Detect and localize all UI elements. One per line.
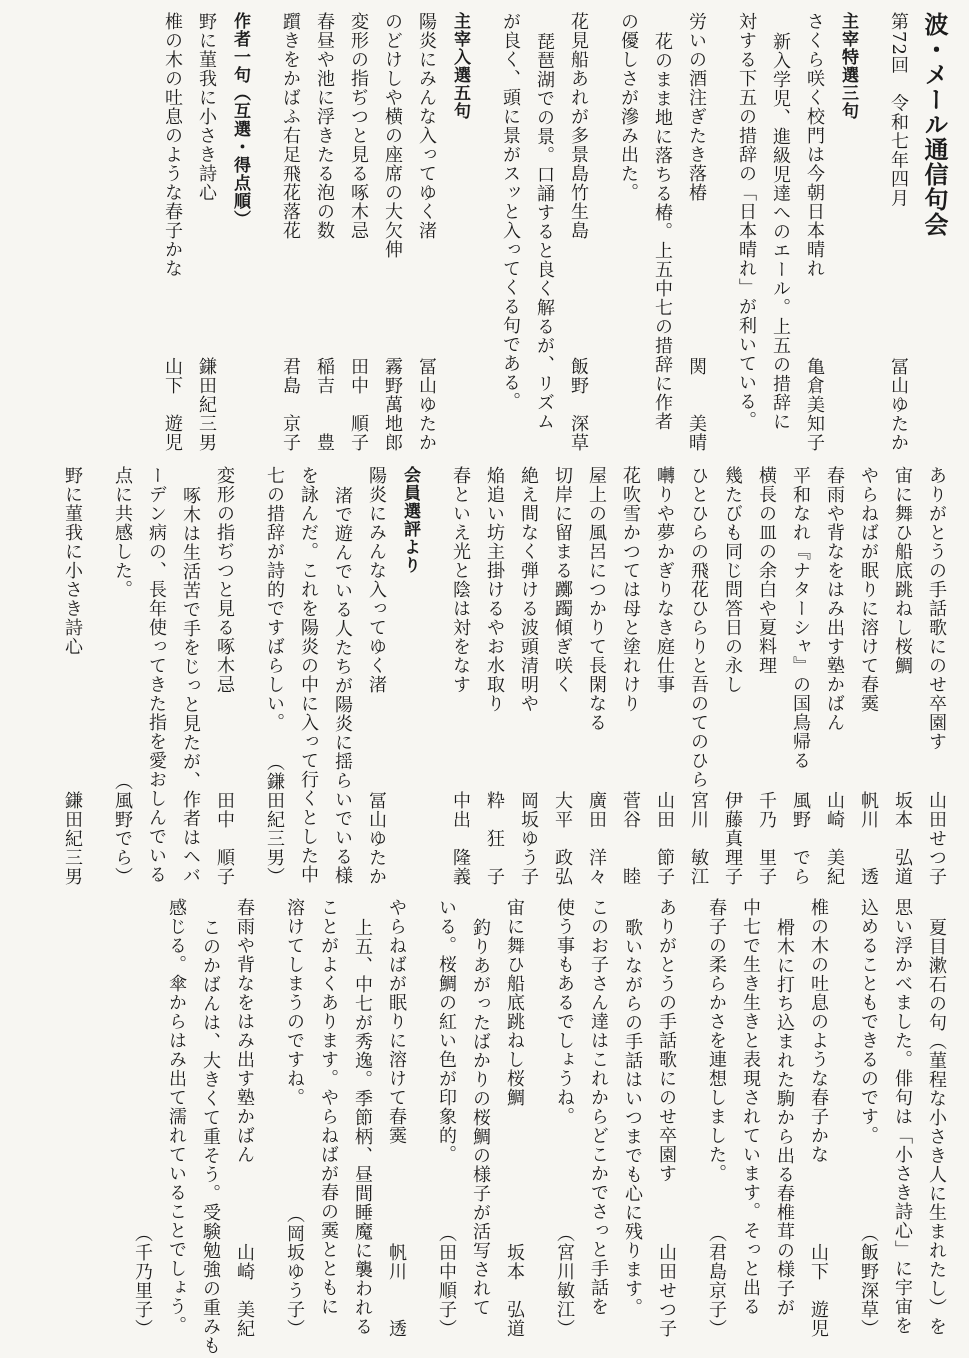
author-name: 山田 節子 [654, 791, 675, 886]
line-text: ありがとうの手話歌にのせ卒園す [926, 466, 947, 751]
comment-line [767, 898, 801, 1358]
line-text: 宙に舞ひ船底跳ねし桜鯛 [892, 466, 913, 675]
column-gap [257, 12, 273, 452]
line-text: 琵琶湖での景。口誦すると良く解るが、リズム [534, 32, 555, 431]
comment-line [615, 898, 649, 1358]
haiku-line [611, 12, 645, 452]
line-text: 花のまま地に落ちる椿。上五中七の措辞に作者 [652, 32, 673, 431]
haiku-line [359, 466, 393, 886]
column-gap [683, 898, 699, 1338]
line-text: 春雨や背なをはみ出す塾かばん [234, 898, 255, 1164]
comment-line [193, 898, 227, 1358]
line-text: 野に菫我に小さき詩心 [196, 12, 217, 202]
column-gap [241, 466, 257, 886]
line-text: 春昼や池に浮きたる泡の数 [314, 12, 335, 240]
author-name: 廣田 洋々 [586, 791, 607, 886]
comment-line [763, 12, 797, 472]
column-gap [835, 898, 851, 1338]
author-name: 山崎 美紀 [824, 791, 845, 886]
line-text: 絶え間なく弾ける波頭清明や [518, 466, 539, 713]
line-text: 横長の皿の余白や夏料理 [756, 466, 777, 675]
haiku-line [733, 898, 767, 1338]
column-gap [89, 466, 105, 886]
haiku-line [801, 898, 835, 1338]
line-text: 渚で遊んでいる人たちが陽炎に揺らいでいる様 [332, 486, 353, 885]
author-name: 山田せつ子 [926, 791, 947, 886]
line-text: いる。桜鯛の紅い色が印象的。 [436, 898, 457, 1164]
line-text: やらねばが眠りに溶けて春霙 [858, 466, 879, 713]
author-name: 菅谷 睦 [620, 791, 641, 886]
author-name: 稲吉 豊 [314, 357, 335, 452]
author-name: 君島 京子 [280, 357, 301, 452]
haiku-line [613, 466, 647, 886]
haiku-line [729, 12, 763, 452]
author-name: （飯野深草） [858, 1224, 879, 1338]
line-text: が良く、頭に景がスッと入ってくる句である。 [500, 12, 521, 411]
page-title [915, 12, 953, 452]
haiku-line [477, 466, 511, 886]
column-gap [865, 12, 881, 452]
column-gap [427, 466, 443, 886]
line-text: 感じる。傘からはみ出て濡れていることでしょう。 [166, 898, 187, 1335]
haiku-line [291, 466, 325, 886]
haiku-line [189, 12, 223, 452]
haiku-line [379, 898, 413, 1338]
line-text: 屋上の風呂につかりて長閑なる [586, 466, 607, 732]
haiku-line [125, 898, 159, 1338]
author-name: 冨山ゆたか [888, 357, 909, 452]
line-text: 榾木に打ち込まれた駒から出る春椎茸の様子が [774, 918, 795, 1317]
line-text: 上五、中七が秀逸。季節柄、昼間睡魔に襲われる [352, 918, 373, 1336]
author-name: 亀倉美知子 [804, 357, 825, 452]
section-heading [223, 12, 257, 452]
author-name: 冨山ゆたか [416, 357, 437, 452]
line-text: 花見船あれが多景島竹生島 [568, 12, 589, 240]
author-name: 宮川 敏江 [688, 791, 709, 886]
bottom-panel [18, 898, 953, 1355]
haiku-line [105, 466, 139, 886]
haiku-line [545, 466, 579, 886]
line-text: 啄木は生活苦で手をじっと見たが、作者はヘバ [180, 486, 201, 885]
comment-line [173, 466, 207, 906]
haiku-line [715, 466, 749, 886]
haiku-line [547, 898, 581, 1338]
haiku-line [273, 12, 307, 452]
line-text: やらねばが眠りに溶けて春霙 [386, 898, 407, 1145]
haiku-line [797, 12, 831, 452]
author-name: （千乃里子） [132, 1224, 153, 1338]
author-name: （岡坂ゆう子） [284, 1205, 305, 1338]
column-gap [713, 12, 729, 452]
line-text: 焔追い坊主掛けるやお水取り [484, 466, 505, 713]
line-text: 陽炎にみんな入ってゆく渚 [366, 466, 387, 694]
haiku-line [443, 466, 477, 886]
haiku-line [311, 898, 345, 1338]
haiku-line [257, 466, 291, 886]
line-text: 平和なれ『ナターシャ』の国鳥帰る [790, 466, 811, 770]
author-name: 風野 でら [790, 791, 811, 886]
line-text: 労いの酒注ぎたき落椿 [686, 12, 707, 202]
haiku-line [579, 466, 613, 886]
haiku-line [885, 898, 919, 1338]
line-text: このかばんは、大きくて重そう。受験勉強の重みも [200, 918, 221, 1355]
haiku-line [581, 898, 615, 1338]
line-text: 宙に舞ひ船底跳ねし桜鯛 [504, 898, 525, 1107]
haiku-line [409, 12, 443, 452]
haiku-line [341, 12, 375, 452]
line-text: 花吹雪かつては母と塗れけり [620, 466, 641, 713]
comment-line [527, 12, 561, 472]
author-name: （君島京子） [706, 1224, 727, 1338]
haiku-line [649, 898, 683, 1338]
line-text: 対する下五の措辞の「日本晴れ」が利いている。 [736, 12, 757, 430]
column-gap [413, 898, 429, 1338]
comment-line [345, 898, 379, 1358]
author-name: 飯野 深草 [568, 357, 589, 452]
comment-line [645, 12, 679, 472]
line-text: 点に共感した。 [112, 466, 133, 599]
column-gap [477, 12, 493, 452]
author-name: 帆川 透 [386, 1243, 407, 1338]
line-text: 主宰入選五句 [450, 12, 470, 120]
line-text: ありがとうの手話歌にのせ卒園す [656, 898, 677, 1183]
column-gap [595, 12, 611, 452]
haiku-line [919, 466, 953, 886]
author-name: 大平 政弘 [552, 791, 573, 886]
haiku-line [55, 466, 89, 886]
middle-panel [18, 466, 953, 886]
author-name: 関 美晴 [686, 357, 707, 452]
haiku-line [207, 466, 241, 886]
haiku-line [699, 898, 733, 1338]
haiku-line [159, 898, 193, 1338]
haiku-line [493, 12, 527, 452]
author-name: 岡坂ゆう子 [518, 791, 539, 886]
haiku-line [277, 898, 311, 1338]
haiku-line [885, 466, 919, 886]
author-name: 鎌田紀三男 [196, 357, 217, 452]
author-name: 鎌田紀三男 [62, 791, 83, 886]
line-text: 主宰特選三句 [838, 12, 858, 120]
line-text: 思い浮かべました。俳句は「小さき詩心」に宇宙を [892, 898, 913, 1335]
comment-line [463, 898, 497, 1358]
line-text: 作者一句（互選・得点順） [230, 12, 250, 228]
haiku-line [783, 466, 817, 886]
section-heading [393, 466, 427, 886]
line-text: 歌いながらの手話はいつまでも心に残ります。 [622, 918, 643, 1317]
issue-line [881, 12, 915, 452]
line-text: ひとひらの飛花ひらりと吾のてのひら [688, 466, 709, 789]
author-name: 山崎 美紀 [234, 1243, 255, 1338]
author-name: 粋 狂 子 [484, 791, 505, 886]
column-gap [261, 898, 277, 1338]
line-text: 変形の指ぢつと見る啄木忌 [348, 12, 369, 240]
line-text: 幾たびも同じ問答日の永し [722, 466, 743, 694]
line-text: 春といえ光と陰は対をなす [450, 466, 471, 694]
haiku-line [139, 466, 173, 886]
haiku-line [817, 466, 851, 886]
haiku-line [375, 12, 409, 452]
haiku-line [511, 466, 545, 886]
line-text: 野に菫我に小さき詩心 [62, 466, 83, 656]
line-text: 変形の指ぢつと見る啄木忌 [214, 466, 235, 694]
author-name: 坂本 弘道 [892, 791, 913, 886]
line-text: を詠んだ。これを陽炎の中に入って行くとした中 [298, 466, 319, 884]
line-text: 第72回 令和七年四月 [888, 12, 909, 208]
author-name: 坂本 弘道 [504, 1243, 525, 1338]
author-name: 冨山ゆたか [366, 791, 387, 886]
line-text: さくら咲く校門は今朝日本晴れ [804, 12, 825, 278]
line-text: 囀りや夢かぎりなき庭仕事 [654, 466, 675, 694]
section-heading [443, 12, 477, 452]
author-name: 山田せつ子 [656, 1243, 677, 1338]
haiku-line [227, 898, 261, 1338]
line-text: のどけしや横の座席の大欠伸 [382, 12, 403, 259]
comment-line [325, 466, 359, 906]
haiku-line [681, 466, 715, 886]
haiku-line [429, 898, 463, 1338]
line-text: 切岸に留まる躑躅傾ぎ咲く [552, 466, 573, 694]
line-text: このお子さん達はこれからどこかでさっと手話を [588, 898, 609, 1316]
author-name: 伊藤真理子 [722, 791, 743, 886]
top-panel [18, 12, 953, 452]
line-text: 釣りあがったばかりの桜鯛の様子が活写されて [470, 918, 491, 1317]
haiku-line [647, 466, 681, 886]
comment-line [919, 898, 953, 1358]
line-text: 会員選評より [400, 466, 420, 574]
author-name: 霧野萬地郎 [382, 357, 403, 452]
line-text: 使う事もあるでしょうね。 [554, 898, 575, 1126]
author-name: 田中 順子 [214, 791, 235, 886]
author-name: （宮川敏江） [554, 1224, 575, 1338]
haiku-line [749, 466, 783, 886]
author-name: 田中 順子 [348, 357, 369, 452]
line-text: 春雨や背なをはみ出す塾かばん [824, 466, 845, 732]
author-name: 山下 遊児 [808, 1243, 829, 1338]
haiku-line [679, 12, 713, 452]
line-text: 七の措辞が詩的ですばらしい。 [264, 466, 285, 732]
haiku-line [307, 12, 341, 452]
author-name: 帆川 透 [858, 791, 879, 886]
haiku-line [497, 898, 531, 1338]
line-text: 春子の柔らかさを連想しました。 [706, 898, 727, 1183]
line-text: 込めることもできるのです。 [858, 898, 879, 1145]
author-name: 千乃 里子 [756, 791, 777, 886]
line-text: ーデン病の、長年使ってきた指を愛おしんでいる [146, 466, 167, 884]
author-name: 山下 遊児 [162, 357, 183, 452]
line-text: 夏目漱石の句（菫程な小さき人に生まれたし）を [926, 918, 947, 1336]
line-text: 中七で生き生きと表現されています。そっと出る [740, 898, 761, 1316]
haiku-line [851, 898, 885, 1338]
author-name: 中出 隆義 [450, 791, 471, 886]
author-name: （鎌田紀三男） [264, 753, 285, 886]
line-text: 陽炎にみんな入ってゆく渚 [416, 12, 437, 240]
haiku-line [155, 12, 189, 452]
haiku-line [851, 466, 885, 886]
line-text: 溶けてしまうのですね。 [284, 898, 305, 1107]
line-text: ことがよくあります。やらねばが春の霙とともに [318, 898, 339, 1316]
line-text: 椎の木の吐息のような春子かな [162, 12, 183, 278]
line-text: 波・メール通信句会 [920, 12, 949, 237]
author-name: （風野でら） [112, 772, 133, 886]
line-text: 躓きをかばふ右足飛花落花 [280, 12, 301, 240]
column-gap [531, 898, 547, 1338]
line-text: 新入学児、進級児達へのエール。上五の措辞に [770, 32, 791, 431]
author-name: （田中順子） [436, 1224, 457, 1338]
line-text: の優しさが滲み出た。 [618, 12, 639, 202]
section-heading [831, 12, 865, 452]
haiku-line [561, 12, 595, 452]
line-text: 椎の木の吐息のような春子かな [808, 898, 829, 1164]
